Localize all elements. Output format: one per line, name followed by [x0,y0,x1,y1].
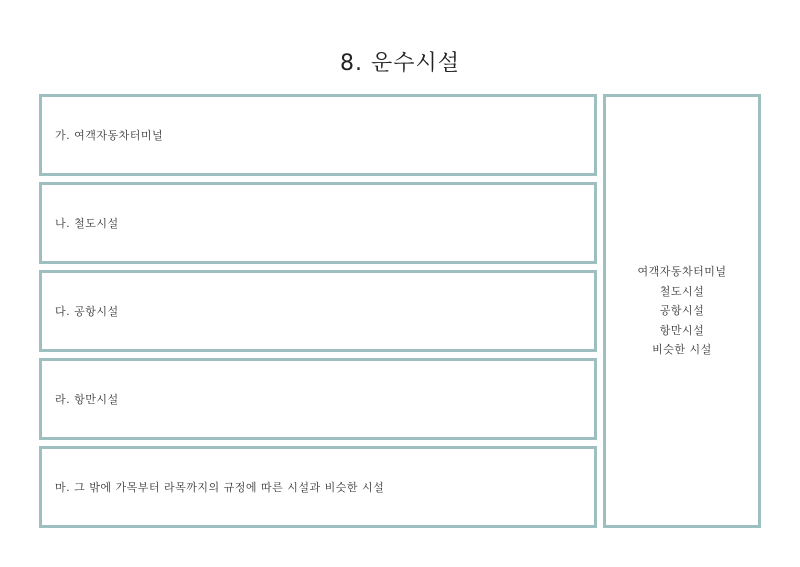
category-box-c [39,270,597,352]
category-label-c: 다. 공항시설 [55,305,119,318]
summary-item-harbor: 항만시설 [659,323,705,337]
category-label-b: 나. 철도시설 [55,217,119,230]
category-box-a [39,94,597,176]
summary-list [637,262,726,360]
summary-item-railway: 철도시설 [659,284,705,298]
category-label-d: 라. 항만시설 [55,393,119,406]
summary-item-airport: 공항시설 [659,304,705,318]
category-label-e: 마. 그 밖에 가목부터 라목까지의 규정에 따른 시설과 비슷한 시설 [55,481,385,494]
summary-item-terminal: 여객자동차터미널 [637,265,727,279]
category-label-a: 가. 여객자동차터미널 [55,129,164,142]
summary-panel [603,94,761,528]
category-box-b [39,182,597,264]
page-title: 8. 운수시설 [340,51,460,76]
category-box-d [39,358,597,440]
category-box-e [39,446,597,528]
summary-item-similar: 비슷한 시설 [652,343,712,357]
